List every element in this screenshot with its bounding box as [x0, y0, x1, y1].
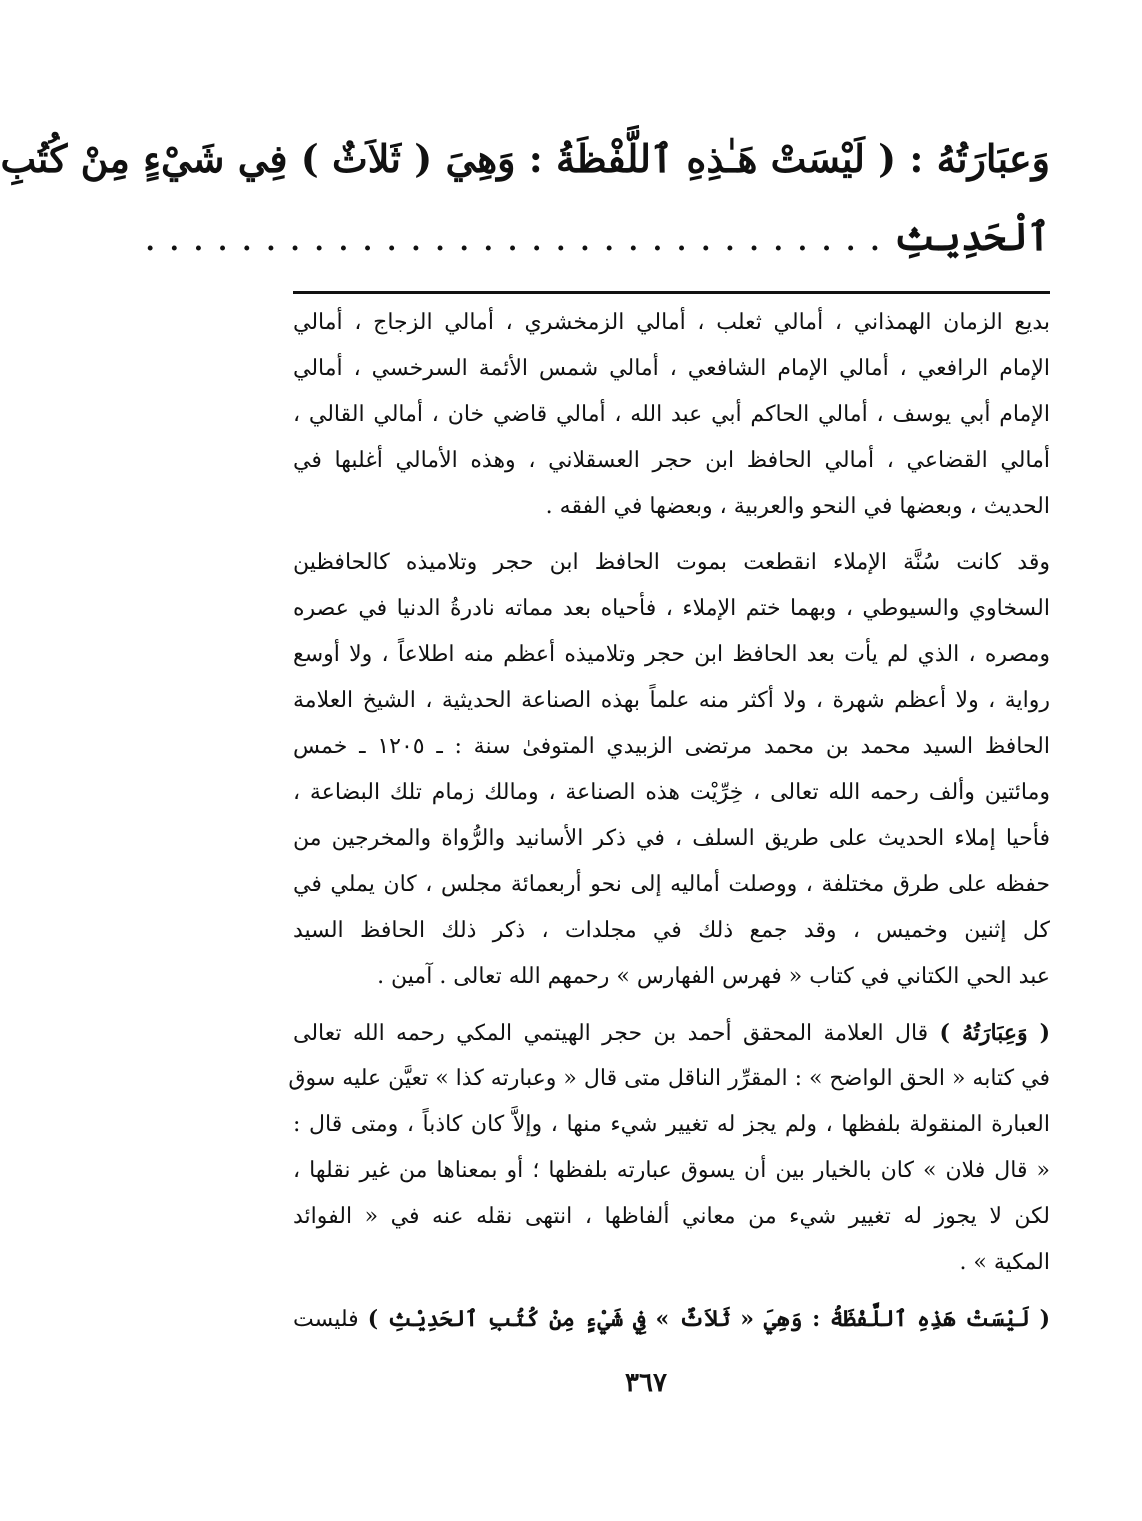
verse-line-2 — [144, 198, 1050, 276]
text-line: رواية ، ولا أعظم شهرة ، ولا أكثر منه علماً بهذه الصناعة الحديثية ، الشيخ العلامة — [293, 688, 1050, 713]
text-line: في كتابه « الحق الواضح » : المقرِّر الناقل متى قال « وعبارته كذا » تعيَّن عليه سوق — [288, 1066, 1050, 1091]
text-line: العبارة المنقولة بلفظها ، ولم يجز له تغيير شيء منها ، وإلاَّ كان كاذباً ، ومتى قال : — [293, 1112, 1050, 1137]
verse-line-2-word: ٱلْحَدِيثِ — [894, 214, 1050, 259]
text-line: وقد كانت سُنَّة الإملاء انقطعت بموت الحافظ ابن حجر وتلاميذه كالحافظين — [293, 550, 1050, 575]
paragraph-gap — [293, 1286, 1050, 1296]
text-run: فليست — [293, 1307, 368, 1332]
verse-line-1: وَعبَارَتُهُ : ( لَيْسَتْ هَـٰذِهِ ٱللَّفْظَةُ : وَهِيَ ( ثَلاَثٌ ) فِي شَيْءٍ مِنْ كُتُبِ — [0, 136, 1050, 181]
page-number: ٣٦٧ — [625, 1368, 667, 1398]
text-line: حفظه على طرق مختلفة ، ووصلت أماليه إلى نحو أربعمائة مجلس ، كان يملي في — [293, 872, 1050, 897]
text-line: أمالي القضاعي ، أمالي الحافظ ابن حجر العسقلاني ، وهذه الأمالي أغلبها في — [293, 448, 1050, 473]
paragraph-gap — [293, 1000, 1050, 1010]
text-line: « قال فلان » كان بالخيار بين أن يسوق عبارته بلفظها ؛ أو بمعناها من غير نقلها ، — [293, 1158, 1050, 1183]
text-line: الحديث ، وبعضها في النحو والعربية ، وبعضها في الفقه . — [545, 494, 1050, 519]
quoted-phrase: ( وَعِبَارَتُهُ ) — [939, 1020, 1050, 1046]
paragraph-1 — [293, 300, 1050, 530]
footnote-separator-rule — [293, 291, 1050, 294]
paragraph-2 — [293, 540, 1050, 1000]
text-run: قال العلامة المحقق أحمد بن حجر الهيتمي المكي رحمه الله تعالى — [293, 1021, 940, 1046]
text-line: الإمام الرافعي ، أمالي الإمام الشافعي ، أمالي شمس الأئمة السرخسي ، أمالي — [293, 356, 1050, 381]
text-line: السخاوي والسيوطي ، وبهما ختم الإملاء ، فأحياه بعد مماته نادرةُ الدنيا في عصره — [293, 596, 1050, 621]
main-text-verse — [0, 120, 1050, 276]
text-line: الحافظ السيد محمد بن محمد مرتضى الزبيدي المتوفىٰ سنة : ـ ١٢٠٥ ـ خمس — [293, 734, 1050, 759]
verse-line-2-dots: . . . . . . . . . . . . . . . . . . . . . . . . . . . . . . . — [144, 215, 881, 259]
text-line — [293, 1296, 1050, 1342]
text-line: الإمام أبي يوسف ، أمالي الحاكم أبي عبد الله ، أمالي قاضي خان ، أمالي القالي ، — [293, 402, 1050, 427]
text-line: فأحيا إملاء الحديث على طريق السلف ، في ذكر الأسانيد والرُّواة والمخرجين من — [293, 826, 1050, 851]
text-line: بديع الزمان الهمذاني ، أمالي ثعلب ، أمالي الزمخشري ، أمالي الزجاج ، أمالي — [293, 310, 1050, 335]
commentary-body — [288, 300, 1050, 1342]
text-line: ومصره ، الذي لم يأت بعد الحافظ ابن حجر وتلاميذه أعظم منه اطلاعاً ، ولا أوسع — [293, 642, 1050, 667]
text-line: المكية » . — [959, 1250, 1050, 1275]
text-line: عبد الحي الكتاني في كتاب « فهرس الفهارس » رحمهم الله تعالى . آمين . — [377, 964, 1050, 989]
quoted-phrase: ( لَيْسَتْ هَذِهِ ٱللَّفْظَةُ : وَهِيَ « ثَلاَثٌ » فِي شَيْءٍ مِنْ كُتُبِ ٱلحَدِيْثِ ) — [367, 1306, 1050, 1332]
paragraph-4 — [293, 1296, 1050, 1342]
paragraph-gap — [293, 530, 1050, 540]
text-line: كل إثنين وخميس ، وقد جمع ذلك في مجلدات ، ذكر ذلك الحافظ السيد — [293, 918, 1050, 943]
paragraph-3 — [288, 1010, 1050, 1286]
text-line — [293, 1010, 1050, 1056]
text-line: لكن لا يجوز له تغيير شيء من معاني ألفاظها ، انتهى نقله عنه في « الفوائد — [293, 1204, 1050, 1229]
text-line: ومائتين وألف رحمه الله تعالى ، خِرِّيْت هذه الصناعة ، ومالك زمام تلك البضاعة ، — [293, 780, 1050, 805]
